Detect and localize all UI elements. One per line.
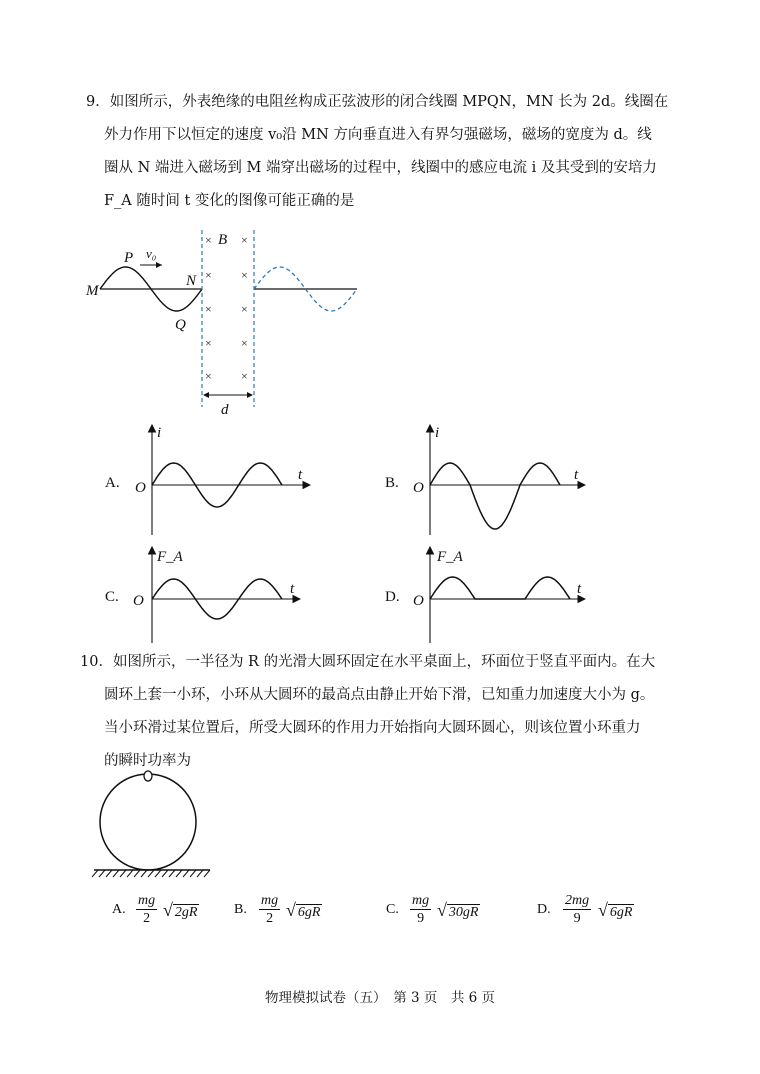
q10-option-d-radicand: 6gR <box>609 905 633 920</box>
q10-option-b-sqrt: √ 6gR <box>286 900 321 920</box>
q9-option-graphs <box>95 415 615 650</box>
label-v0: v₀ <box>146 246 157 261</box>
option-b-xlabel: t <box>574 467 579 483</box>
option-a-graph <box>152 425 310 535</box>
q10-line-2: 圆环上套一小环，小环从大圆环的最高点由静止开始下滑，已知重力加速度大小为 g。 <box>104 687 655 703</box>
q9-coil-field-figure <box>80 225 370 420</box>
option-b-letter: B. <box>385 475 399 491</box>
q10-option-c-num: mg <box>412 893 430 908</box>
label-M: M <box>86 283 99 299</box>
q10-option-a-sqrt: √ 2gR <box>163 900 198 920</box>
field-cross: × <box>205 233 212 247</box>
option-a-ylabel: i <box>157 425 162 441</box>
label-Q: Q <box>175 317 186 333</box>
option-d-curve <box>430 577 570 599</box>
big-ring <box>100 774 196 870</box>
q9-line-1: 9．如图所示，外表绝缘的电阻丝构成正弦波形的闭合线圈 MPQN，MN 长为 2d。线圈在 <box>86 94 669 110</box>
q10-option-c-fraction <box>410 893 431 928</box>
option-c-letter: C. <box>105 589 119 605</box>
q10-option-b-den: 2 <box>266 911 274 926</box>
option-a-xlabel: t <box>298 467 303 483</box>
q10-option-b-letter: B. <box>234 902 247 917</box>
field-cross: × <box>205 336 212 350</box>
q10-option-a-num: mg <box>138 893 156 908</box>
q10-option-c-radicand: 30gR <box>448 905 479 920</box>
q10-option-a-den: 2 <box>143 911 151 926</box>
label-N: N <box>186 273 197 289</box>
q10-option-d-sqrt: √ 6gR <box>598 900 633 920</box>
option-d-xlabel: t <box>577 581 582 597</box>
q10-option-c-den: 9 <box>417 911 425 926</box>
velocity-arrowhead <box>156 262 162 268</box>
option-b-ylabel: i <box>435 425 440 441</box>
q10-option-b-fraction <box>259 893 280 928</box>
option-a-origin: O <box>135 480 146 496</box>
field-cross: × <box>241 336 248 350</box>
q10-option-b-num: mg <box>261 893 279 908</box>
page-footer: 物理模拟试卷（五） 第 3 页 共 6 页 <box>264 990 496 1006</box>
q10-option-a-letter: A. <box>112 902 126 917</box>
option-d-letter: D. <box>385 589 400 605</box>
q10-option-d-den: 9 <box>573 911 581 926</box>
q9-line-4: F_A 随时间 t 变化的图像可能正确的是 <box>104 193 355 209</box>
q10-option-c-letter: C. <box>386 902 399 917</box>
q9-line-2: 外力作用下以恒定的速度 v₀沿 MN 方向垂直进入有界匀强磁场，磁场的宽度为 d。线 <box>104 127 652 143</box>
option-d-origin: O <box>413 593 424 609</box>
q10-option-c-sqrt: √ 30gR <box>437 900 479 920</box>
label-P: P <box>124 250 134 266</box>
q10-line-3: 当小环滑过某位置后，所受大圆环的作用力开始指向大圆环圆心，则该位置小环重力 <box>104 720 641 736</box>
option-b-origin: O <box>413 480 424 496</box>
q10-option-a-radicand: 2gR <box>174 905 198 920</box>
option-c-origin: O <box>133 593 144 609</box>
option-b-graph <box>430 425 585 535</box>
label-B: B <box>218 232 228 248</box>
field-cross: × <box>205 369 212 383</box>
q10-option-b-radicand: 6gR <box>297 905 321 920</box>
q10-line-1: 10．如图所示，一半径为 R 的光滑大圆环固定在水平桌面上，环面位于竖直平面内。在大 <box>80 654 656 670</box>
q10-line-4: 的瞬时功率为 <box>104 753 191 769</box>
option-a-letter: A. <box>105 475 120 491</box>
field-cross: × <box>241 233 248 247</box>
q10-option-d-fraction <box>563 893 591 928</box>
q10-ring-figure <box>88 770 218 882</box>
field-cross: × <box>241 369 248 383</box>
field-cross: × <box>205 268 212 282</box>
field-cross: × <box>241 302 248 316</box>
label-d: d <box>221 402 229 418</box>
small-ring <box>144 771 152 781</box>
field-cross: × <box>241 268 248 282</box>
field-cross: × <box>205 302 212 316</box>
option-c-xlabel: t <box>290 581 295 597</box>
option-d-ylabel: F_A <box>437 549 463 565</box>
q10-option-d-num: 2mg <box>565 893 590 908</box>
q9-line-3: 圈从 N 端进入磁场到 M 端穿出磁场的过程中，线圈中的感应电流 i 及其受到的安培力 <box>104 160 657 176</box>
q10-option-a-fraction <box>136 893 157 928</box>
option-b-curve <box>430 463 560 529</box>
option-c-ylabel: F_A <box>157 549 183 565</box>
q10-option-d-letter: D. <box>537 902 551 917</box>
